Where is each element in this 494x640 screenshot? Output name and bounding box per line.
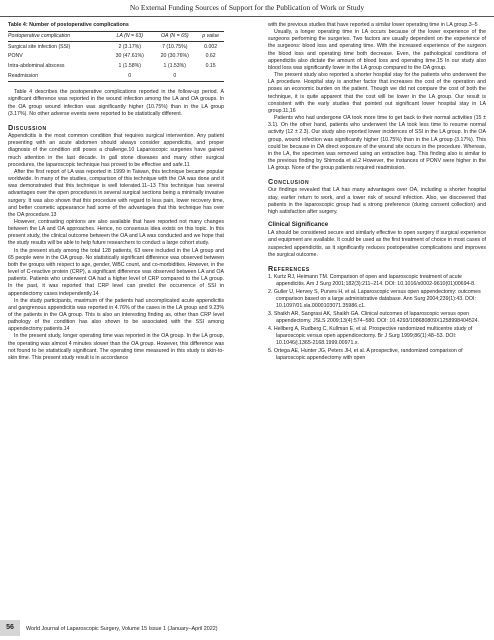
right-column bbox=[268, 22, 486, 363]
table-cell: 20 (30.76%) bbox=[160, 53, 189, 60]
table-cell: 0 bbox=[107, 72, 152, 82]
journal-citation-line: World Journal of Laparoscopic Surgery, Volume 15 Issue 1 (January–April 2022) bbox=[26, 626, 218, 632]
table-header-row bbox=[8, 32, 224, 42]
table-cell: 1 (1.53%) bbox=[163, 63, 187, 70]
page-number: 56 bbox=[0, 620, 20, 636]
table-row bbox=[8, 52, 224, 62]
paragraph: However, contrasting opinions are also available that have reported not many changes between the LA and OA approaches. Hence, no consensus idea exists on this topic. In this present study, the clinical outcome between the OA and LA was conducted and we hope that the study results will be able to help future researchers to conduct a large cohort study. bbox=[8, 218, 224, 247]
table-cell: Readmission bbox=[8, 72, 107, 82]
section-heading-references: References bbox=[268, 263, 310, 273]
paragraph: Patients who had undergone OA took more time to get back to their normal activities (15 ± 3.1). On the other hand, patients who underwent the LA took less time to resume normal activity (12 ± 2.3). Our study also reported lower incidences of SSI in the LA group. In the OA group, wound infection was significantly higher (10.75%) than in the LA group (3.17%). This could be because in OA direct exposure of the wound site occurs in the procedure. Whereas, in the LA, the specimen was removed using an extraction bag. This finding also is similar to the previous finding by Shimoda et al.2 However, the instances of PONV were higher in the LA group. None of the group patients required readmission. bbox=[268, 115, 486, 172]
section-heading-conclusion: Conclusion bbox=[268, 177, 310, 187]
table-cell: 2 (3.17%) bbox=[118, 43, 141, 50]
paragraph: LA should be considered secure and similarly effective to open surgery if surgical experience and equipment are available. It could be used as the first treatment of choice in most cases of suspected appendicitis, as it significantly reduces postoperative complications and improves the surgical outcome. bbox=[268, 230, 486, 258]
table-row bbox=[8, 72, 224, 82]
paragraph: In the present study, longer operating time was reported in the OA group. In the LA group, the operating was almost 4 minutes slower than the OA group. However, this difference was not found to be statistically significant. The operating time measured in this study is skin-to-skin time. This present study result is in accordance bbox=[8, 333, 224, 361]
table-header-cell: LA (N = 63) bbox=[107, 32, 152, 42]
paragraph: with the previous studies that have reported a similar lower operating time in LA group.3–5 bbox=[268, 22, 478, 28]
table-cell: 30 (47.61%) bbox=[115, 53, 144, 60]
page-footer bbox=[0, 616, 494, 640]
left-column bbox=[8, 22, 224, 362]
reference-item: 4. Hellberg A, Rudberg C, Kullman E, et al. Prospective randomized multicentre study of laparoscopic versus open appendicectomy. Br J Surg 1999;86(1):48–53. DOI: 10.1046/j.1365-2168.1999.00971.x. bbox=[268, 325, 473, 347]
reference-item: 3. Shaikh AR, Sangrasi AK, Shaikh GA. Clinical outcomes of laparoscopic versus open appendectomy. JSLS 2009;13(4):574–580. DOI: 10.4293/108680809X1258998404524. bbox=[268, 310, 480, 325]
paragraph: Appendicitis is the most common condition that requires surgical intervention. Any patient presenting with an acute abdomen should always consider appendicitis, and proper diagnosis of the condition still poses a challenge.10 Laparoscopic surgeries have gained much attention in the last decade. In gall stone diseases and many other surgical procedures, the laparoscopic technique has proved to be effective and safe.11 bbox=[8, 133, 224, 168]
reference-item: 1. Kurtz RJ, Heimann TM. Comparison of open and laparoscopic treatment of acute appendicitis. Am J Surg 2001;182(3):211–214. DOI: 10.1016/s0002-9610(01)00694-8. bbox=[268, 274, 476, 288]
table-row bbox=[8, 42, 224, 52]
running-head: No External Funding Sources of Support for the Publication of Work or Study bbox=[0, 0, 494, 17]
table-cell: 7 (10.75%) bbox=[162, 43, 188, 50]
paragraph: Usually, a longer operating time in LA occurs because of the lower experience of the surgeons performing the surgeries. Two factors are usually dependent on the experience of the surgeons: blood loss and operating time. With the increased experience of the surgeon the blood loss and operating time both decrease. Even, the pathological conditions of appendicitis also dictate the amount of blood loss and operating time.15 In our study also blood loss was significantly lower in the LA group compared to the OA group. bbox=[268, 29, 486, 71]
table-caption: Table 4: Number of postoperative complications bbox=[8, 22, 129, 28]
table-cell bbox=[197, 72, 224, 82]
table-cell: 0 bbox=[152, 72, 197, 82]
paragraph: The present study also reported a shorter hospital stay for the patients who underwent the LA procedure. Hospital stay is another factor that increases the cost of the operation and poses an economic burden on the patient. Though we did not compare the cost of both the technique, it is quite apparent that the cost will be lower in the LA group. Our result is consistent with the early studies that pointed out significant lower hospital stay in LA group.11,16 bbox=[268, 72, 486, 114]
table-cell: Intra-abdominal abscess bbox=[8, 63, 65, 70]
table-row bbox=[8, 62, 224, 72]
table-cell: 0.62 bbox=[205, 53, 216, 60]
reference-item: 2. Guller U, Hervey S, Purves H, et al. Laparoscopic versus open appendectomy: outcomes comparison based on a large administrative database. Ann Surg 2004;239(1):43. DOI: 10.1097/01.sla.0000103071.35986.c1. bbox=[268, 288, 481, 310]
subheading-clinical-significance: Clinical Significance bbox=[268, 221, 329, 229]
reference-list bbox=[268, 274, 486, 362]
paragraph: In the present study among the total 128 patients, 63 were included in the LA group and 65 people were in the OA group. No statistically significant difference was observed between both the groups with respect to age, gender, WBC count, and co-morbidities. However, in the level of C-reactive protein (CRP), a significant difference was observed between LA and OA patients. Patients who underwent OA had a higher level of CRP compared to the LA group. In the past, it was reported that CRP level can predict the occurrence of SSI in appendectomy cases independently.14 bbox=[8, 247, 224, 297]
reference-item: 5. Ortega AE, Hunter JG, Peters JH, et al. A prospective, randomized comparison of laparoscopic appendectomy with open bbox=[268, 347, 463, 362]
table-cell: PONV bbox=[8, 53, 23, 60]
complications-table bbox=[8, 31, 224, 82]
paragraph: After the first report of LA was reported in 1999 in Taiwan, this technique became popular worldwide. In many of the studies, comparison of this technique with the OA was done and it was demonstrated that this technique is well tolerated.11–13 This technique has several advantages over the open procedures in several surgical sections being a minimally invasive surgery. It was also shown that this procedure with regard to less pain, lower recovery time, and better cosmetic appearance had some of the advantages that this technique has over the OA procedure.13 bbox=[8, 168, 224, 218]
paragraph: In the study participants, maximum of the patients had uncomplicated acute appendicitis and gangrenous appendicitis was reported in 4.76% of the cases in the LA group and 9.23% of the patients in the OA group. This is also an interesting finding as, other than CRP level pathology of the condition has also shown to be associated with the SSI among appendectomy patients.14 bbox=[8, 297, 224, 333]
table-cell: 0.15 bbox=[205, 63, 216, 70]
table-cell: 1 (1.58%) bbox=[118, 63, 141, 70]
table-cell: 0.002 bbox=[204, 43, 218, 50]
paragraph: Our findings revealed that LA has many advantages over OA, including a shorter hospital stay, earlier return to work, and a lower risk of wound infection. Also, we discovered that patients in the laparoscopic group had a strong preference (during consent collection) and high satisfaction after surgery. bbox=[268, 187, 486, 215]
table-cell: Surgical site infection (SSI) bbox=[8, 43, 71, 50]
table-header-cell: OA (N = 65) bbox=[152, 32, 197, 42]
table-header-cell: p value bbox=[197, 32, 224, 42]
paragraph: Table 4 describes the postoperative complications reported in the follow-up period. A significant difference was reported in the wound infection among the LA and OA groups. In the OA group wound infection was significantly higher (10.75%) than in the LA group (3.17%). No other adverse events were reported to be statistically different. bbox=[8, 89, 224, 117]
table-header-cell: Postoperative complication bbox=[8, 32, 107, 42]
section-heading-discussion: Discussion bbox=[8, 122, 47, 132]
